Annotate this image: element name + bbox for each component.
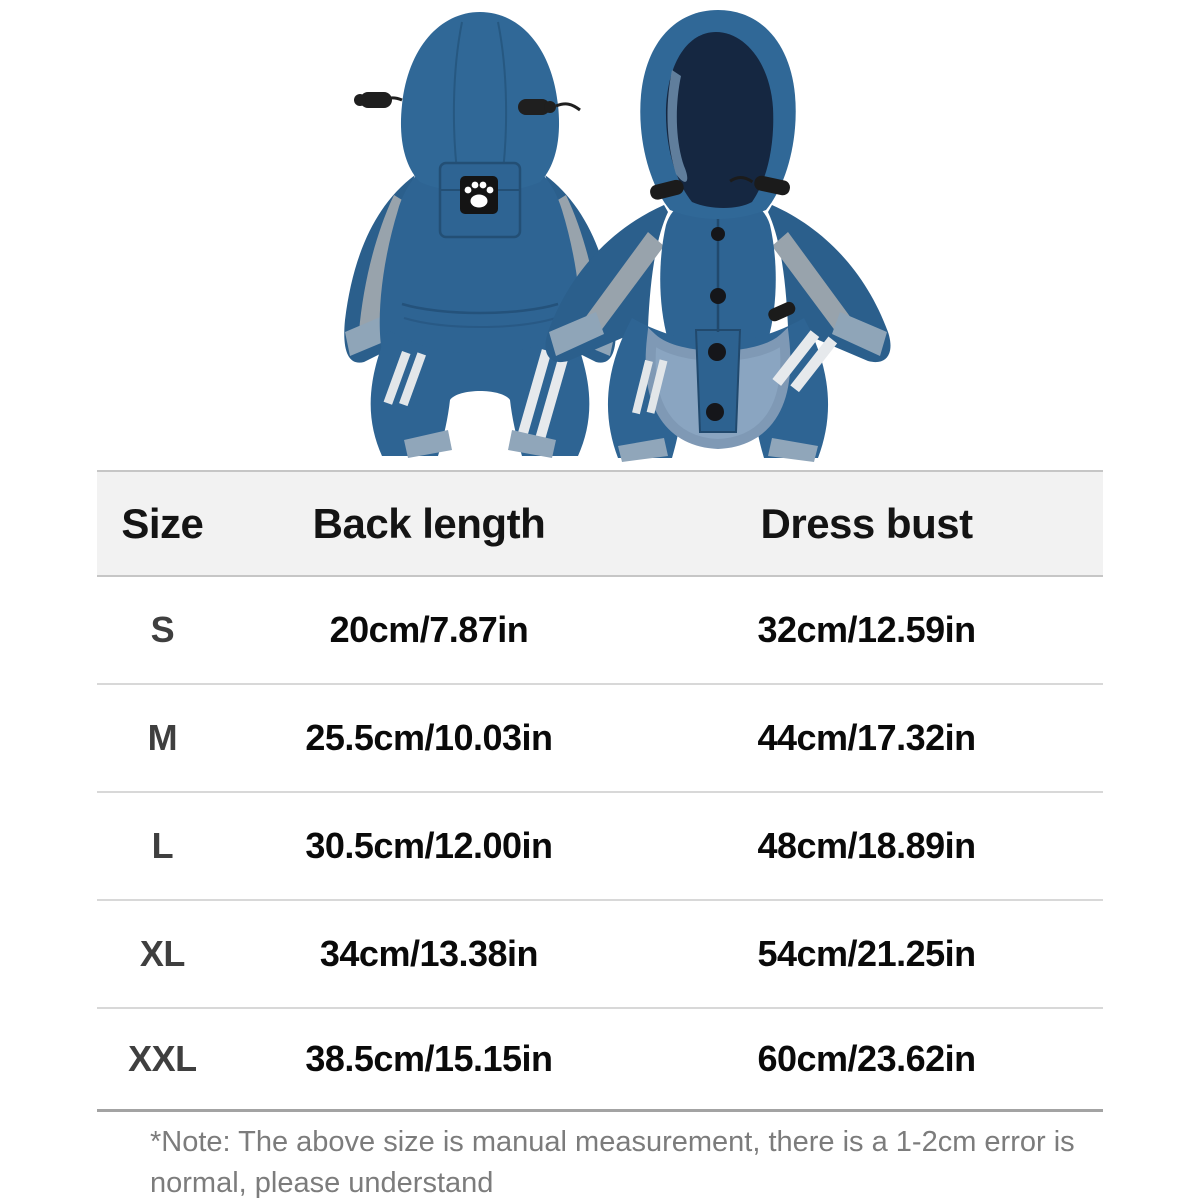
back-length-cell: 38.5cm/15.15in (305, 1038, 553, 1079)
size-cell: L (151, 825, 174, 866)
back-length-cell: 34cm/13.38in (319, 933, 539, 974)
column-header-dress-bust: Dress bust (760, 499, 973, 547)
raincoat-front-view (545, 10, 890, 462)
hood-toggle-icon (354, 92, 402, 108)
snap-button (706, 403, 724, 421)
size-table (97, 470, 1103, 1112)
size-cell: M (147, 717, 178, 758)
dress-bust-cell: 60cm/23.62in (757, 1038, 976, 1079)
size-cell: XL (139, 933, 185, 974)
raincoat-illustration (0, 0, 1200, 468)
snap-button (710, 288, 726, 304)
snap-button (708, 343, 726, 361)
table-row (97, 685, 1103, 793)
column-header-size: Size (121, 499, 204, 547)
measurement-note: *Note: The above size is manual measurement, there is a 1-2cm error is normal, please understand (150, 1126, 1075, 1199)
size-cell: S (150, 609, 175, 650)
raincoat-back-view (344, 12, 615, 458)
back-pocket (440, 163, 520, 237)
dress-bust-cell: 48cm/18.89in (757, 825, 976, 866)
column-header-back-length: Back length (312, 499, 546, 547)
hood-toggle-icon (518, 99, 580, 115)
back-length-cell: 30.5cm/12.00in (305, 825, 553, 866)
table-row (97, 901, 1103, 1009)
size-cell: XXL (128, 1038, 197, 1079)
dress-bust-cell: 44cm/17.32in (757, 717, 976, 758)
back-length-cell: 25.5cm/10.03in (305, 717, 553, 758)
size-table-header (97, 470, 1103, 577)
table-row (97, 793, 1103, 901)
dress-bust-cell: 32cm/12.59in (757, 609, 976, 650)
snap-button (711, 227, 725, 241)
back-length-cell: 20cm/7.87in (329, 609, 529, 650)
table-row (97, 577, 1103, 685)
product-photo (0, 0, 1200, 468)
dress-bust-cell: 54cm/21.25in (757, 933, 976, 974)
table-row (97, 1009, 1103, 1112)
